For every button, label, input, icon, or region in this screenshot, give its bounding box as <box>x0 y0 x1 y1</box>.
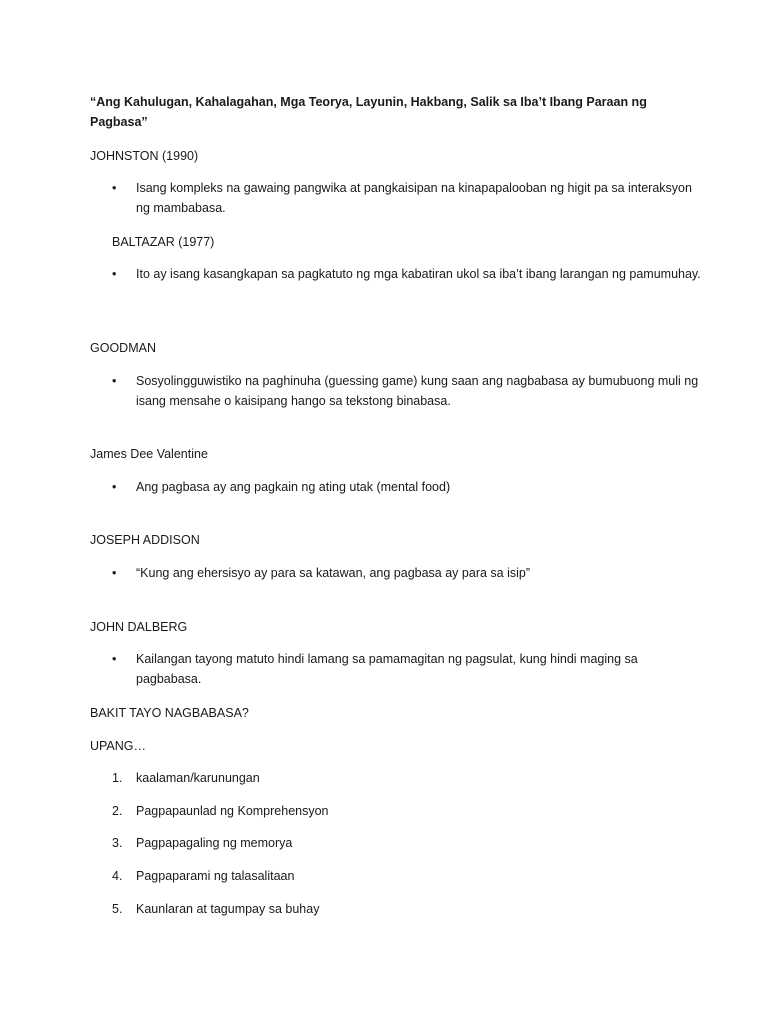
item-text: Kaunlaran at tagumpay sa buhay <box>136 902 320 916</box>
section-heading-baltazar: BALTAZAR (1977) <box>112 235 215 249</box>
item-number: 3. <box>112 836 123 850</box>
numbered-item <box>112 899 696 919</box>
section-heading-dalberg: JOHN DALBERG <box>90 620 188 634</box>
bullet-text: Isang kompleks na gawaing pangwika at pangkaisipan na kinapapalooban ng higit pa sa interaksyon ng mambabasa. <box>136 181 692 215</box>
bullet-text: Sosyolingguwistiko na paghinuha (guessing game) kung saan ang nagbabasa ay bumubuong muli ng isang mensahe o kaisipang hango sa tekstong binabasa. <box>136 374 699 408</box>
question-heading: BAKIT TAYO NAGBABASA? <box>90 706 249 720</box>
bullet-text: “Kung ang ehersisyo ay para sa katawan, ang pagbasa ay para sa isip” <box>136 566 530 580</box>
section-heading-valentine: James Dee Valentine <box>90 447 208 461</box>
numbered-item <box>112 866 696 886</box>
bullet-icon: • <box>112 652 117 666</box>
item-number: 4. <box>112 869 123 883</box>
bullet-icon: • <box>112 374 117 388</box>
numbered-item <box>112 768 696 788</box>
bullet-icon: • <box>112 181 117 195</box>
bullet-text: Ito ay isang kasangkapan sa pagkatuto ng mga kabatiran ukol sa iba’t ibang larangan ng pamumuhay. <box>136 267 701 281</box>
bullet-text: Kailangan tayong matuto hindi lamang sa pamamagitan ng pagsulat, kung hindi maging sa pagbabasa. <box>136 652 638 686</box>
bullet-item-addison <box>112 563 706 583</box>
bullet-icon: • <box>112 566 117 580</box>
bullet-item-dalberg <box>112 649 706 689</box>
section-heading-addison: JOSEPH ADDISON <box>90 533 200 547</box>
item-text: Pagpaparami ng talasalitaan <box>136 869 295 883</box>
bullet-text: Ang pagbasa ay ang pagkain ng ating utak (mental food) <box>136 480 451 494</box>
bullet-item-valentine <box>112 477 706 497</box>
item-text: Pagpapagaling ng memorya <box>136 836 293 850</box>
item-number: 2. <box>112 804 123 818</box>
upang-heading: UPANG… <box>90 739 147 753</box>
section-heading-goodman: GOODMAN <box>90 341 156 355</box>
item-number: 1. <box>112 771 123 785</box>
bullet-item-baltazar <box>112 264 706 284</box>
item-text: Pagpapaunlad ng Komprehensyon <box>136 804 329 818</box>
bullet-icon: • <box>112 267 117 281</box>
item-text: kaalaman/karunungan <box>136 771 260 785</box>
bullet-icon: • <box>112 480 117 494</box>
bullet-item-goodman <box>112 371 706 411</box>
numbered-item <box>112 833 696 853</box>
document-title: “Ang Kahulugan, Kahalagahan, Mga Teorya, Layunin, Hakbang, Salik sa Iba’t Ibang Paraan ng Pagbasa” <box>90 95 647 129</box>
item-number: 5. <box>112 902 123 916</box>
bullet-item-johnston <box>112 178 706 218</box>
section-heading-johnston: JOHNSTON (1990) <box>90 149 199 163</box>
numbered-item <box>112 801 696 821</box>
